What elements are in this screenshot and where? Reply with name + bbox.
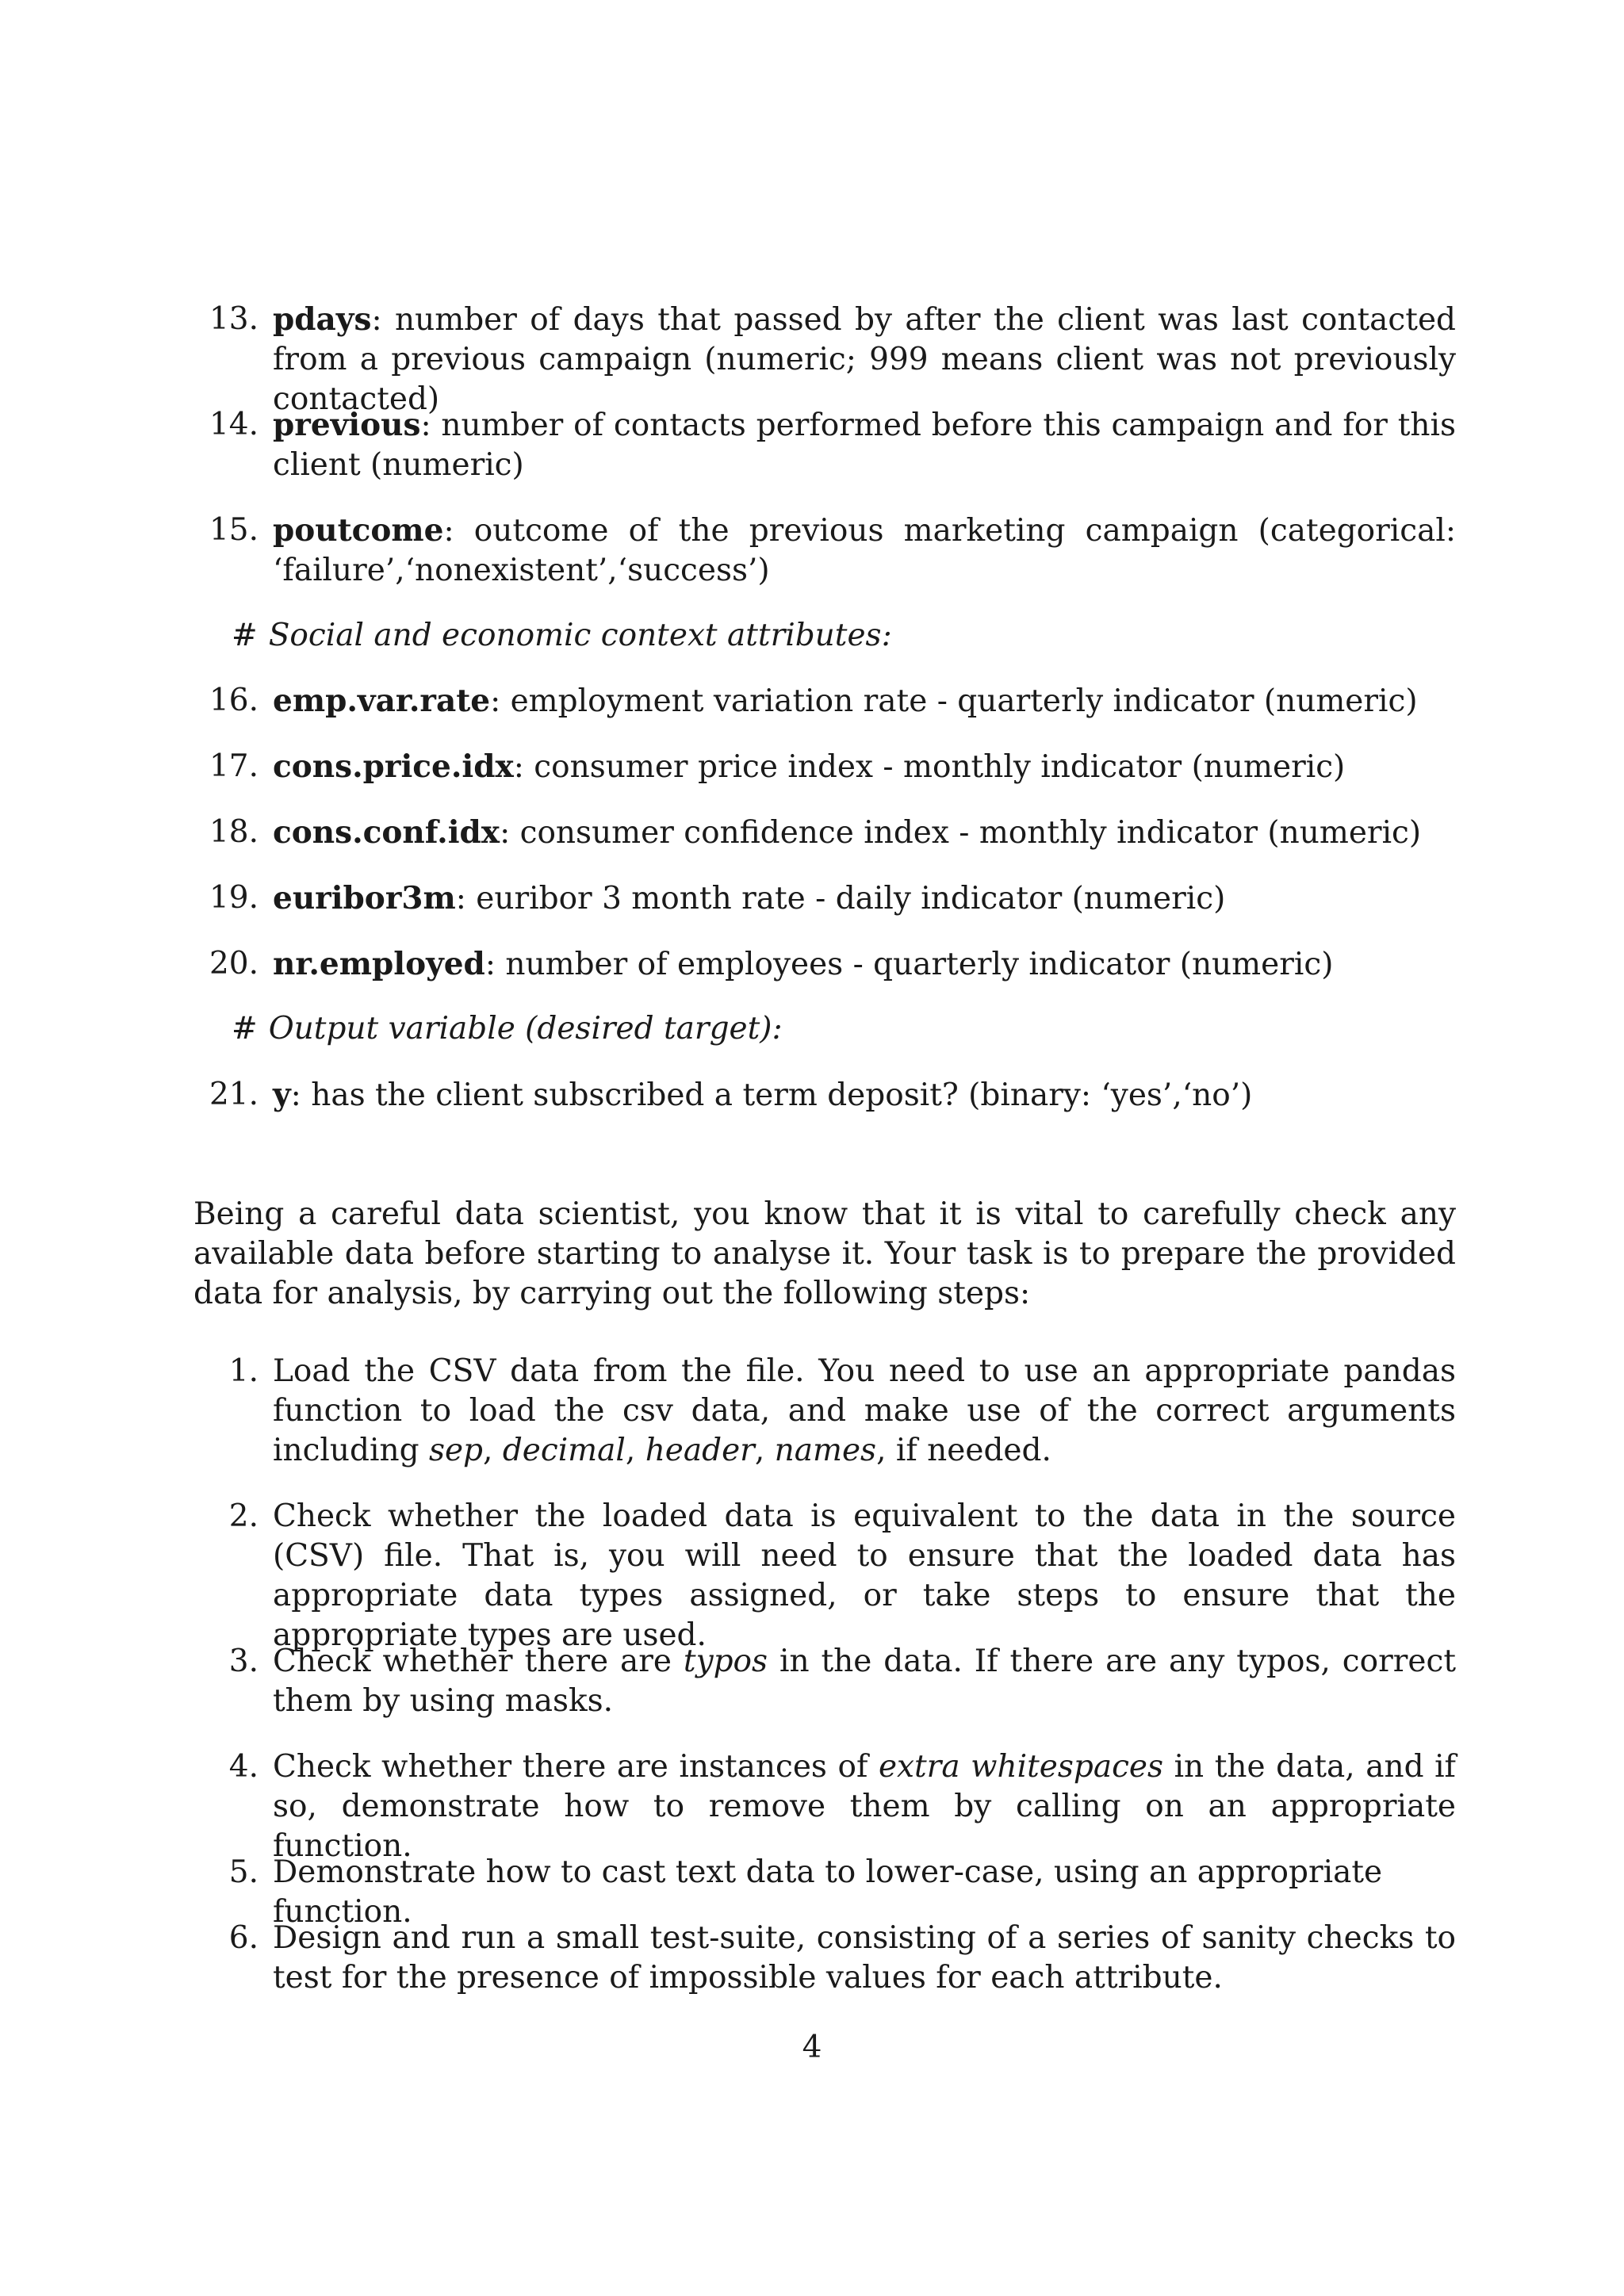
item-text xyxy=(273,405,1456,485)
attribute-description: : number of contacts performed before this campaign and for this client (numeric) xyxy=(273,408,1456,483)
item-text xyxy=(273,878,1456,919)
step-text: , if needed. xyxy=(876,1433,1051,1468)
item-text xyxy=(273,944,1456,985)
step-text: in the data, and if so, demonstrate how to remove them by calling on an appropriate function. xyxy=(273,1749,1456,1864)
attribute-description: : number of employees - quarterly indicator (numeric) xyxy=(485,947,1334,982)
step-text: Demonstrate how to cast text data to lower-case, using an appropriate function. xyxy=(273,1854,1383,1930)
emphasis: typos xyxy=(683,1644,768,1679)
attribute-description: : outcome of the previous marketing campaign (categorical: ‘failure’,‘nonexistent’,‘success’) xyxy=(273,513,1456,588)
item-number: 20. xyxy=(209,946,259,982)
attribute-name: nr.employed xyxy=(273,946,485,982)
item-text xyxy=(273,747,1456,787)
item-number: 2. xyxy=(228,1498,259,1534)
attribute-description: : has the client subscribed a term deposit? (binary: ‘yes’,‘no’) xyxy=(290,1077,1253,1113)
comment-text: Output variable (desired target): xyxy=(268,1011,783,1047)
item-number: 21. xyxy=(209,1077,259,1112)
item-number: 18. xyxy=(209,814,259,850)
item-text xyxy=(273,681,1456,721)
step-text: Design and run a small test-suite, consisting of a series of sanity checks to test for the presence of impossible values for each attribute. xyxy=(273,1920,1456,1996)
item-number: 13. xyxy=(209,301,259,337)
emphasis: decimal xyxy=(502,1433,626,1468)
item-number: 3. xyxy=(228,1644,259,1679)
emphasis: names xyxy=(774,1433,877,1468)
hash-symbol: # xyxy=(232,618,258,653)
attribute-name: euribor3m xyxy=(273,880,456,916)
attribute-description: : consumer confidence index - monthly indicator (numeric) xyxy=(500,815,1422,851)
attribute-name: cons.price.idx xyxy=(273,748,514,785)
attribute-name: cons.conf.idx xyxy=(273,814,500,851)
item-text xyxy=(273,1747,1456,1866)
attribute-name: y xyxy=(273,1077,291,1113)
separator: , xyxy=(625,1433,645,1468)
step-text: Check whether there are xyxy=(273,1644,684,1679)
page-number: 4 xyxy=(802,2030,822,2065)
item-number: 1. xyxy=(228,1353,259,1389)
intro-paragraph: Being a careful data scientist, you know that it is vital to carefully check any available data before starting to analyse it. Your task is to prepare the provided data for analysis, by carrying out the following steps: xyxy=(193,1196,1456,1311)
attribute-name: poutcome xyxy=(273,512,444,549)
separator: , xyxy=(754,1433,775,1468)
item-text xyxy=(273,300,1456,419)
step-text: Check whether the loaded data is equivalent to the data in the source (CSV) file. That is, you will need to ensure that the loaded data has appropriate data types assigned, or take steps to ensure that the appropriate types are used. xyxy=(273,1498,1456,1653)
attribute-description: : consumer price index - monthly indicator (numeric) xyxy=(513,749,1346,785)
item-number: 14. xyxy=(209,407,259,442)
step-text: Check whether there are instances of xyxy=(273,1749,879,1785)
emphasis: extra whitespaces xyxy=(878,1749,1164,1785)
item-text xyxy=(273,511,1456,591)
attribute-name: emp.var.rate xyxy=(273,683,491,719)
step-text: Load the CSV data from the file. You need to use an appropriate pandas function to load the csv data, and make use of the correct arguments including xyxy=(273,1353,1456,1468)
attribute-description: : number of days that passed by after the client was last contacted from a previous campaign (numeric; 999 means client was not previously contacted) xyxy=(273,302,1456,417)
item-text xyxy=(273,1642,1456,1721)
step-text: in the data. If there are any typos, correct them by using masks. xyxy=(273,1644,1456,1719)
item-number: 19. xyxy=(209,880,259,916)
item-number: 5. xyxy=(228,1854,259,1890)
hash-symbol: # xyxy=(232,1011,258,1047)
item-number: 6. xyxy=(228,1920,259,1956)
item-text xyxy=(273,1075,1456,1115)
attribute-name: pdays xyxy=(273,301,372,338)
attribute-name: previous xyxy=(273,407,421,443)
attribute-description: : euribor 3 month rate - daily indicator (numeric) xyxy=(455,881,1226,916)
section-comment xyxy=(232,616,1453,656)
item-number: 4. xyxy=(228,1749,259,1785)
comment-text: Social and economic context attributes: xyxy=(268,618,892,653)
item-text xyxy=(273,1352,1456,1471)
item-number: 15. xyxy=(209,512,259,548)
attribute-description: : employment variation rate - quarterly indicator (numeric) xyxy=(490,683,1418,719)
item-text xyxy=(273,813,1456,853)
emphasis: sep xyxy=(428,1433,484,1468)
section-comment xyxy=(232,1009,1453,1049)
item-number: 16. xyxy=(209,683,259,718)
item-number: 17. xyxy=(209,748,259,784)
emphasis: header xyxy=(645,1433,755,1468)
separator: , xyxy=(483,1433,503,1468)
